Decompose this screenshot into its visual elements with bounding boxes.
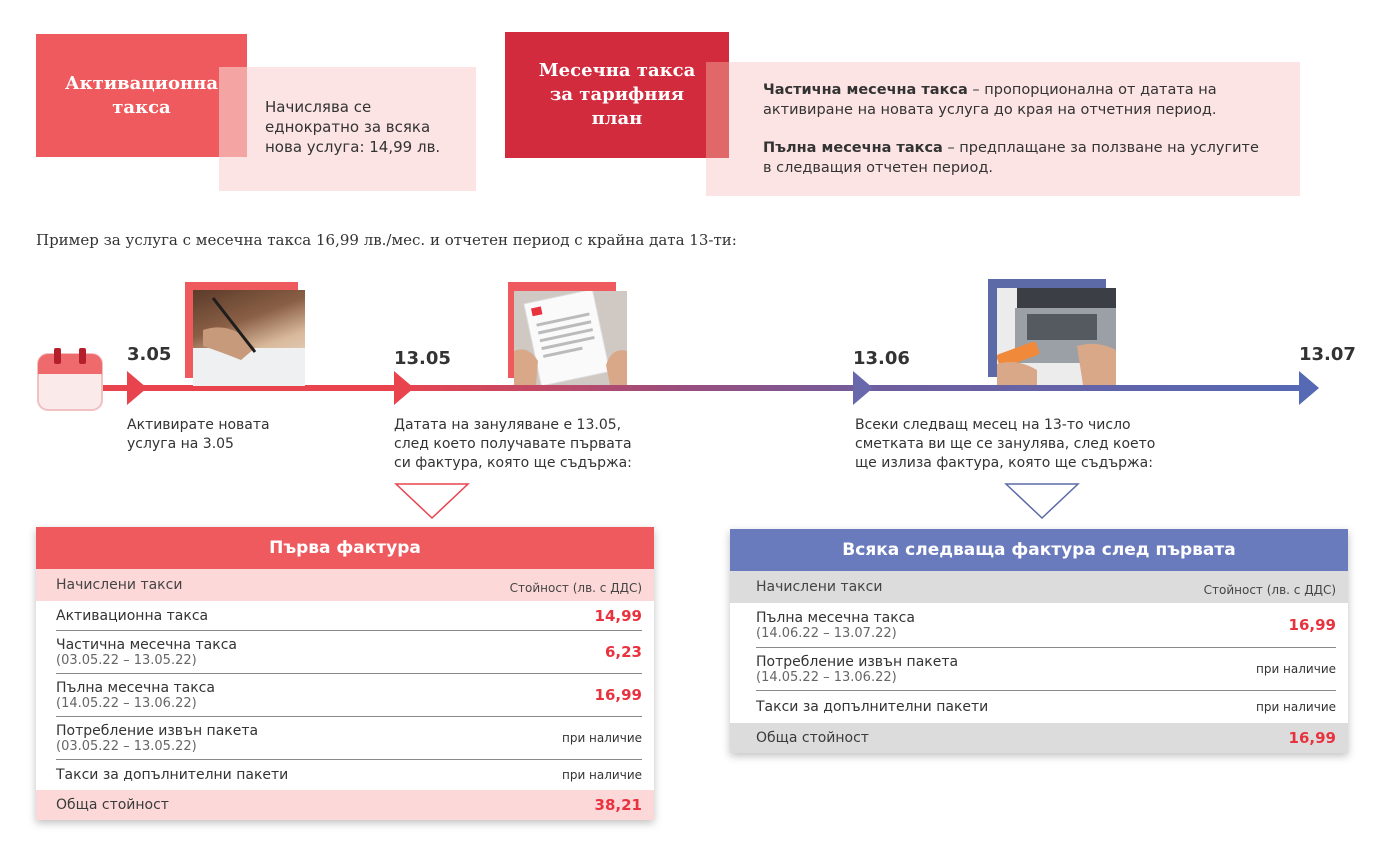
activation-title-line2: такса	[112, 96, 171, 118]
row-label: Такси за допълнителни пакети	[56, 767, 289, 783]
activation-title-tile	[36, 34, 247, 157]
activation-overlap	[219, 67, 247, 157]
first-invoice-column-header	[36, 569, 654, 601]
total-label: Обща стойност	[56, 797, 169, 813]
full-fee-label: Пълна месечна такса	[763, 140, 943, 156]
timeline-text-3-line2: сметката ви ще се занулява, след което	[855, 436, 1156, 452]
table-row	[56, 760, 642, 790]
timeline-text-1-line1: Активирате новата	[127, 417, 270, 433]
timeline-arrow-3	[853, 371, 873, 405]
next-invoice-col-right: Стойност (лв. с ДДС)	[1203, 583, 1336, 597]
total-label: Обща стойност	[756, 730, 869, 746]
timeline-arrow-1	[127, 371, 147, 405]
timeline-date-2: 13.05	[394, 348, 451, 369]
total-value: 38,21	[594, 796, 642, 814]
example-intro: Пример за услуга с месечна такса 16,99 лв./мес. и отчетен период с крайна дата 13-ти:	[36, 231, 737, 249]
timeline-text-2-line2: след което получавате първата	[394, 436, 632, 452]
row-value: 6,23	[604, 643, 642, 661]
next-invoice-col-left: Начислени такси	[756, 579, 883, 595]
first-invoice-total-row	[36, 790, 654, 820]
timeline-arrow-4	[1299, 371, 1319, 405]
monthly-title-line1: Месечна такса	[538, 60, 696, 81]
first-invoice-table	[36, 527, 654, 820]
calendar-icon	[36, 346, 104, 412]
timeline-text-1	[127, 416, 270, 454]
row-label: Пълна месечна такса	[756, 609, 915, 626]
next-invoice-column-header	[730, 571, 1348, 603]
timeline-arrow-2	[394, 371, 414, 405]
activation-desc-line2: еднократно за всяка	[265, 118, 431, 136]
row-period: (03.05.22 – 13.05.22)	[56, 738, 197, 754]
row-value: при наличие	[561, 731, 642, 745]
row-label: Активационна такса	[56, 607, 209, 624]
down-triangle-red-icon	[394, 482, 470, 520]
table-row	[56, 717, 642, 760]
row-period: (14.05.22 – 13.06.22)	[56, 695, 197, 711]
monthly-description	[763, 80, 1259, 178]
activation-description	[265, 97, 440, 157]
timeline-date-4: 13.07	[1299, 344, 1356, 365]
row-label: Такси за допълнителни пакети	[756, 699, 989, 715]
total-value: 16,99	[1288, 729, 1336, 747]
full-fee-text1: – предплащане за ползване на услугите	[942, 140, 1259, 156]
table-row	[56, 674, 642, 717]
table-row	[756, 691, 1336, 723]
row-period: (14.06.22 – 13.07.22)	[756, 625, 897, 641]
timeline-text-3-line1: Всеки следващ месец на 13-то число	[855, 417, 1131, 433]
row-value: при наличие	[1255, 662, 1336, 676]
down-triangle-blue-icon	[1004, 482, 1080, 520]
row-value: при наличие	[1255, 700, 1336, 714]
first-invoice-col-left: Начислени такси	[56, 577, 183, 593]
row-value: 14,99	[594, 606, 642, 625]
row-label: Потребление извън пакета	[756, 653, 959, 670]
table-row	[756, 603, 1336, 648]
monthly-overlap	[706, 62, 729, 158]
laptop-photo	[997, 288, 1116, 385]
table-row	[756, 648, 1336, 691]
timeline-text-2-line3: си фактура, която ще съдържа:	[394, 455, 632, 471]
partial-fee-text1: – пропорционална от датата на	[967, 82, 1217, 98]
row-label: Пълна месечна такса	[56, 679, 215, 696]
table-row	[56, 631, 642, 674]
next-invoice-header	[730, 529, 1348, 571]
table-row	[56, 601, 642, 631]
signing-photo	[193, 290, 305, 386]
partial-fee-label: Частична месечна такса	[763, 82, 968, 98]
timeline-date-1: 3.05	[127, 344, 172, 365]
timeline-text-1-line2: услуга на 3.05	[127, 436, 234, 452]
timeline-text-2	[394, 416, 632, 473]
activation-desc-line1: Начислява се	[265, 98, 372, 116]
row-label: Частична месечна такса	[56, 636, 237, 653]
full-fee-text2: в следващия отчетен период.	[763, 160, 993, 176]
activation-title-line1: Активационна	[65, 72, 218, 94]
first-invoice-title: Първа фактура	[269, 538, 421, 558]
row-value: 16,99	[1288, 616, 1336, 634]
next-invoice-title: Всяка следваща фактура след първата	[842, 540, 1236, 560]
timeline-text-3-line3: ще излиза фактура, която ще съдържа:	[855, 455, 1153, 471]
timeline-date-3: 13.06	[853, 348, 910, 369]
invoice-photo	[514, 291, 627, 385]
next-invoice-table	[730, 529, 1348, 753]
row-value: при наличие	[561, 768, 642, 782]
monthly-title-line2: за тарифния	[549, 84, 685, 105]
first-invoice-header	[36, 527, 654, 569]
activation-desc-line3: нова услуга: 14,99 лв.	[265, 138, 441, 156]
monthly-title-line3: план	[591, 108, 643, 129]
row-period: (14.05.22 – 13.06.22)	[756, 669, 897, 685]
next-invoice-total-row	[730, 723, 1348, 753]
timeline-text-3	[855, 416, 1155, 473]
monthly-title-tile	[505, 32, 729, 158]
partial-fee-text2: активиране на новата услуга до края на отчетния период.	[763, 102, 1217, 118]
row-value: 16,99	[594, 686, 642, 704]
timeline-text-2-line1: Датата на зануляване е 13.05,	[394, 417, 622, 433]
first-invoice-col-right: Стойност (лв. с ДДС)	[509, 581, 642, 595]
row-period: (03.05.22 – 13.05.22)	[56, 652, 197, 668]
row-label: Потребление извън пакета	[56, 722, 259, 739]
